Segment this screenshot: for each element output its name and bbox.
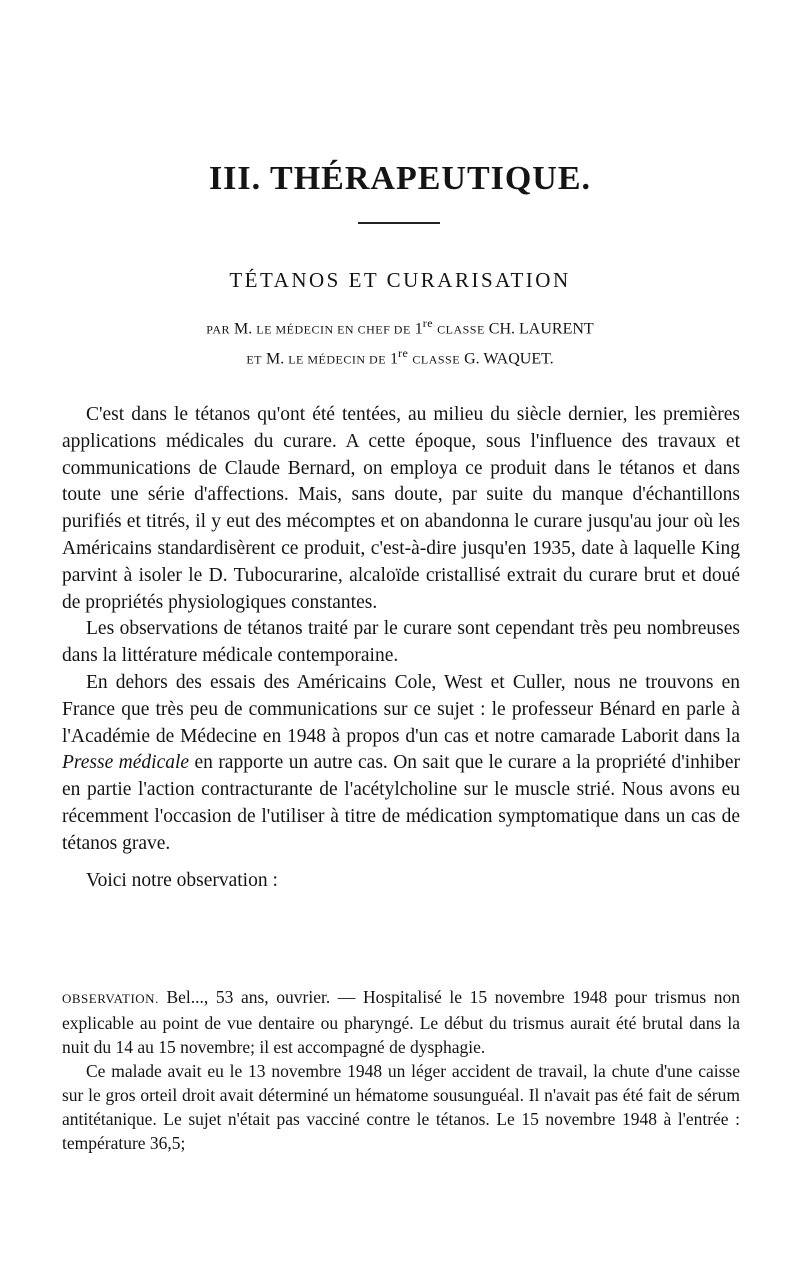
- byline-author-waquet: G. WAQUET.: [464, 350, 554, 368]
- paragraph-intro: Voici notre observation :: [86, 869, 278, 891]
- paragraph-history: C'est dans le tétanos qu'ont été tentées, au milieu du siècle dernier, les premières applications médicales du curare. A cette époque, sous l'influence des travaux et communications de Claude Bernard, on employa ce produit dans le tétanos et dans toute une série d'affections. Mais, sans doute, par suite du manque d'échantillons purifiés et titrés, il y eut des mécomptes et on abandonna le curare jusqu'au jour où les Américains standardisèrent ce produit, c'est-à-dire jusqu'en 1935, date à laquelle King parvint à isoler le D. Tubocurarine, alcaloïde cristallisé extrait du curare brut et doué de propriétés physiologiques constantes.: [62, 404, 740, 613]
- byline-m-2: M.: [265, 350, 285, 368]
- article-title: TÉTANOS ET CURARISATION: [229, 268, 571, 292]
- byline-class-num-2: 1: [390, 350, 399, 368]
- byline-par: PAR: [206, 322, 231, 337]
- article-body: [62, 402, 740, 894]
- byline-classe-2: CLASSE: [412, 352, 461, 367]
- paragraph-observations: Les observations de tétanos traité par le curare sont cependant très peu nombreuses dans la littérature médicale contemporaine.: [62, 618, 740, 667]
- literature-text-a: En dehors des essais des Américains Cole, West et Culler, nous ne trouvons en France que très peu de communications sur ce sujet : le professeur Bénard en parle à l'Académie de Médecine en 1948 à propos d'un cas et notre camarade Laborit dans la: [62, 671, 740, 747]
- title-divider: [358, 222, 440, 224]
- observation-paragraph-1: [62, 985, 740, 1059]
- byline-classe: CLASSE: [437, 322, 485, 337]
- byline-rank-2: LE MÉDECIN DE: [288, 352, 387, 367]
- observation-paragraph-2: Ce malade avait eu le 13 novembre 1948 un léger accident de travail, la chute d'une caisse sur le gros orteil droit avait déterminé un hématome sousunguéal. Il n'avait pas été fait de sérum antitétanique. Le sujet n'était pas vacciné contre le tétanos. Le 15 novembre 1948 à l'entrée : température 36,5;: [62, 1061, 740, 1153]
- byline-m: M.: [234, 320, 253, 338]
- byline-author-laurent: CH. LAURENT: [488, 320, 594, 338]
- observation-text-1: Bel..., 53 ans, ouvrier. — Hospitalisé le 15 novembre 1948 pour trismus non explicable au point de vue dentaire ou pharyngé. Le début du trismus aurait été brutal dans la nuit du 14 au 15 novembre; il est accompagné de dysphagie.: [62, 987, 740, 1057]
- journal-name: Presse médicale: [62, 752, 190, 774]
- observation-label: OBSERVATION.: [62, 991, 159, 1006]
- observation-block: [62, 985, 740, 1155]
- byline-line-2: [0, 346, 800, 368]
- byline-class-sup-2: re: [398, 346, 409, 360]
- byline-rank: LE MÉDECIN EN CHEF DE: [256, 322, 411, 337]
- paragraph-literature: [62, 670, 740, 858]
- byline-et: ET: [246, 352, 262, 367]
- byline-class-num: 1: [414, 320, 423, 338]
- literature-text-b: en rapporte un autre cas. On sait que le curare a la propriété d'inhiber en partie l'action contracturante de l'acétylcholine sur le muscle strié. Nous avons eu récemment l'occasion de l'utiliser à titre de médication symptomatique dans un cas de tétanos grave.: [62, 752, 740, 854]
- byline-class-sup: re: [422, 316, 434, 330]
- section-title: III. THÉRAPEUTIQUE.: [208, 160, 592, 197]
- byline-line-1: [0, 316, 800, 338]
